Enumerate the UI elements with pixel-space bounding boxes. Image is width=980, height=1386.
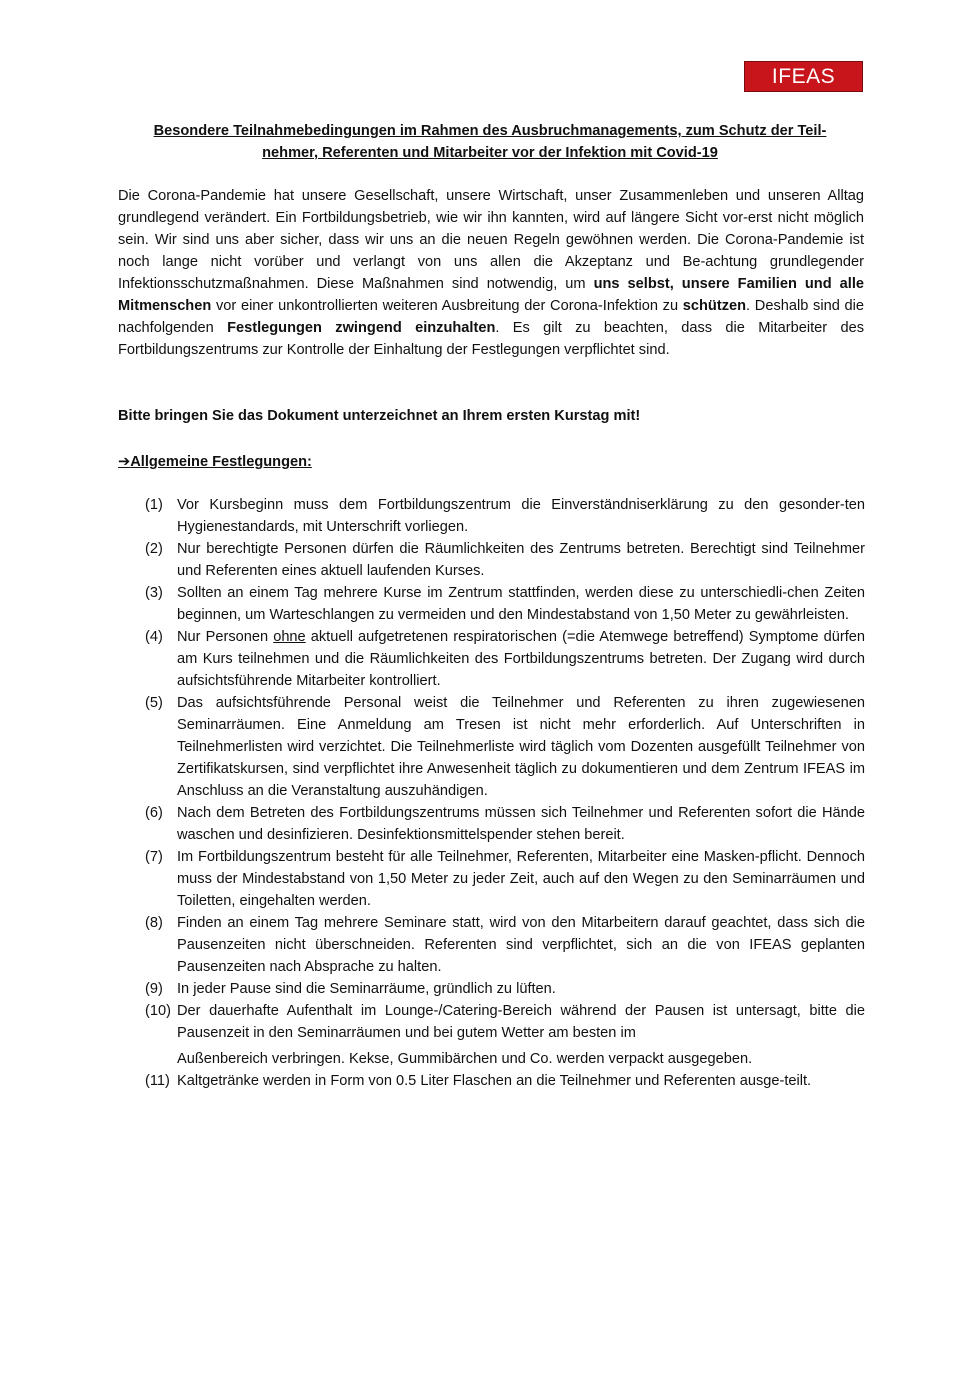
item-text bbox=[177, 1000, 865, 1070]
intro-text-2: vor einer unkontrollierten weiteren Ausbreitung der Corona-Infektion zu bbox=[211, 298, 683, 314]
section-heading-text: Allgemeine Festlegungen: bbox=[130, 454, 312, 470]
intro-text-1: Die Corona-Pandemie hat unsere Gesellschaft, unsere Wirtschaft, unser Zusammenleben und unseren Alltag grundlegend verändert. Ein Fortbildungsbetrieb, wie wir ihn kannten, wird auf längere Sicht vor-erst nicht möglich sein. Wir sind uns aber sicher, dass wir uns an die neuen Regeln gewöhnen werden. Die Corona-Pandemie ist noch lange nicht vorüber und verlangt von uns allen die Akzeptanz und Be-achtung grundlegender Infektionsschutzmaßnahmen. Diese Maßnahmen sind notwendig, um bbox=[118, 188, 864, 292]
signature-notice: Bitte bringen Sie das Dokument unterzeichnet an Ihrem ersten Kurstag mit! bbox=[118, 408, 641, 424]
item-number: (8) bbox=[145, 915, 163, 931]
item-text-pre: Nur Personen bbox=[177, 629, 274, 645]
intro-paragraph bbox=[118, 185, 864, 361]
list-item bbox=[145, 494, 865, 538]
list-item bbox=[145, 912, 865, 978]
item-text-underlined: ohne bbox=[273, 629, 306, 645]
item-text: Sollten an einem Tag mehrere Kurse im Zentrum stattfinden, werden diese zu unterschiedli-chen Zeiten beginnen, um Warteschlangen zu vermeiden und den Mindestabstand von 1,50 Meter zu gewährleisten. bbox=[177, 585, 865, 623]
item-number: (7) bbox=[145, 849, 163, 865]
item-text: Nach dem Betreten des Fortbildungszentrums müssen sich Teilnehmer und Referenten sofort die Hände waschen und desinfizieren. Desinfektionsmittelspender stehen bereit. bbox=[177, 805, 865, 843]
item-text bbox=[177, 626, 865, 692]
item-text: Nur berechtigte Personen dürfen die Räumlichkeiten des Zentrums betreten. Berechtigt sind Teilnehmer und Referenten eines aktuell laufenden Kurses. bbox=[177, 541, 865, 579]
item-text: Finden an einem Tag mehrere Seminare statt, wird von den Mitarbeitern darauf geachtet, dass sich die Pausenzeiten nicht überschneiden. Referenten sind verpflichtet, sich an die von IFEAS geplanten Pausenzeiten nach Absprache zu halten. bbox=[177, 915, 865, 975]
list-item bbox=[145, 692, 865, 802]
item-text-part-2: Außenbereich verbringen. Kekse, Gummibärchen und Co. werden verpackt ausgegeben. bbox=[177, 1051, 753, 1067]
list-item bbox=[145, 1000, 865, 1070]
item-number: (3) bbox=[145, 585, 163, 601]
arrow-icon: ➔ bbox=[118, 454, 131, 470]
rules-list bbox=[145, 494, 865, 1092]
intro-text-4: . Es gilt zu beachten, dass die Mitarbeiter des Fortbildungszentrums zur Kontrolle der Einhaltung der Festlegungen verpflichtet sind. bbox=[118, 320, 865, 358]
list-item bbox=[145, 802, 865, 846]
item-text-part-1: Der dauerhafte Aufenthalt im Lounge-/Catering-Bereich während der Pausen ist untersagt, bitte die Pausenzeit in den Seminarräumen und bei gutem Wetter am besten im bbox=[177, 1003, 865, 1041]
list-item bbox=[145, 626, 865, 692]
item-text: Kaltgetränke werden in Form von 0.5 Liter Flaschen an die Teilnehmer und Referenten ausge-teilt. bbox=[177, 1073, 812, 1089]
item-text: Vor Kursbeginn muss dem Fortbildungszentrum die Einverständniserklärung zu den gesonder-ten Hygienestandards, mit Unterschrift vorliegen. bbox=[177, 497, 865, 535]
item-text-rest: aktuell aufgetretenen respiratorischen (=die Atemwege betreffend) Symptome dürfen am Kurs teilnehmen und die Räumlichkeiten des Fortbildungszentrums betreten. Der Zugang wird durch aufsichtsführende Mitarbeiter kontrolliert. bbox=[177, 629, 865, 689]
item-number: (1) bbox=[145, 497, 163, 513]
title-line-2: nehmer, Referenten und Mitarbeiter vor der Infektion mit Covid-19 bbox=[262, 145, 718, 161]
item-number: (6) bbox=[145, 805, 163, 821]
item-number: (11) bbox=[145, 1073, 170, 1089]
document-title bbox=[118, 120, 862, 164]
item-text: In jeder Pause sind die Seminarräume, gründlich zu lüften. bbox=[177, 981, 556, 997]
intro-text-3: . Deshalb sind die nachfolgenden bbox=[118, 298, 864, 336]
item-number: (5) bbox=[145, 695, 163, 711]
item-number: (2) bbox=[145, 541, 163, 557]
list-item bbox=[145, 582, 865, 626]
list-item bbox=[145, 978, 865, 1000]
section-heading bbox=[118, 451, 312, 473]
item-text: Das aufsichtsführende Personal weist die Teilnehmer und Referenten zu ihren zugewiesenen Seminarräumen. Eine Anmeldung am Tresen ist nicht mehr erforderlich. Auf Unterschriften in Teilnehmerlisten wird verzichtet. Die Teilnehmerliste wird täglich vom Dozenten ausgefüllt Teilnehmer von Zertifikatskursen, sind verpflichtet ihre Anwesenheit täglich zu dokumentieren und dem Zentrum IFEAS im Anschluss an die Veranstaltung auszuhändigen. bbox=[177, 695, 865, 799]
intro-bold-3: Festlegungen zwingend einzuhalten bbox=[227, 320, 496, 336]
intro-bold-1: uns selbst, unsere Familien und alle Mitmenschen bbox=[118, 276, 864, 314]
item-text: Im Fortbildungszentrum besteht für alle Teilnehmer, Referenten, Mitarbeiter eine Masken-pflicht. Dennoch muss der Mindestabstand von 1,50 Meter zu jeder Zeit, auch auf den Wegen zu den Seminarräumen und Toiletten, eingehalten werden. bbox=[177, 849, 865, 909]
ifeas-logo: IFEAS bbox=[744, 61, 863, 92]
item-number: (9) bbox=[145, 981, 163, 997]
item-number: (10) bbox=[145, 1003, 171, 1019]
item-number: (4) bbox=[145, 629, 163, 645]
list-item bbox=[145, 846, 865, 912]
list-item bbox=[145, 1070, 865, 1092]
intro-bold-2: schützen bbox=[682, 298, 747, 314]
title-line-1: Besondere Teilnahmebedingungen im Rahmen des Ausbruchmanagements, zum Schutz der Teil- bbox=[153, 123, 827, 139]
list-item bbox=[145, 538, 865, 582]
